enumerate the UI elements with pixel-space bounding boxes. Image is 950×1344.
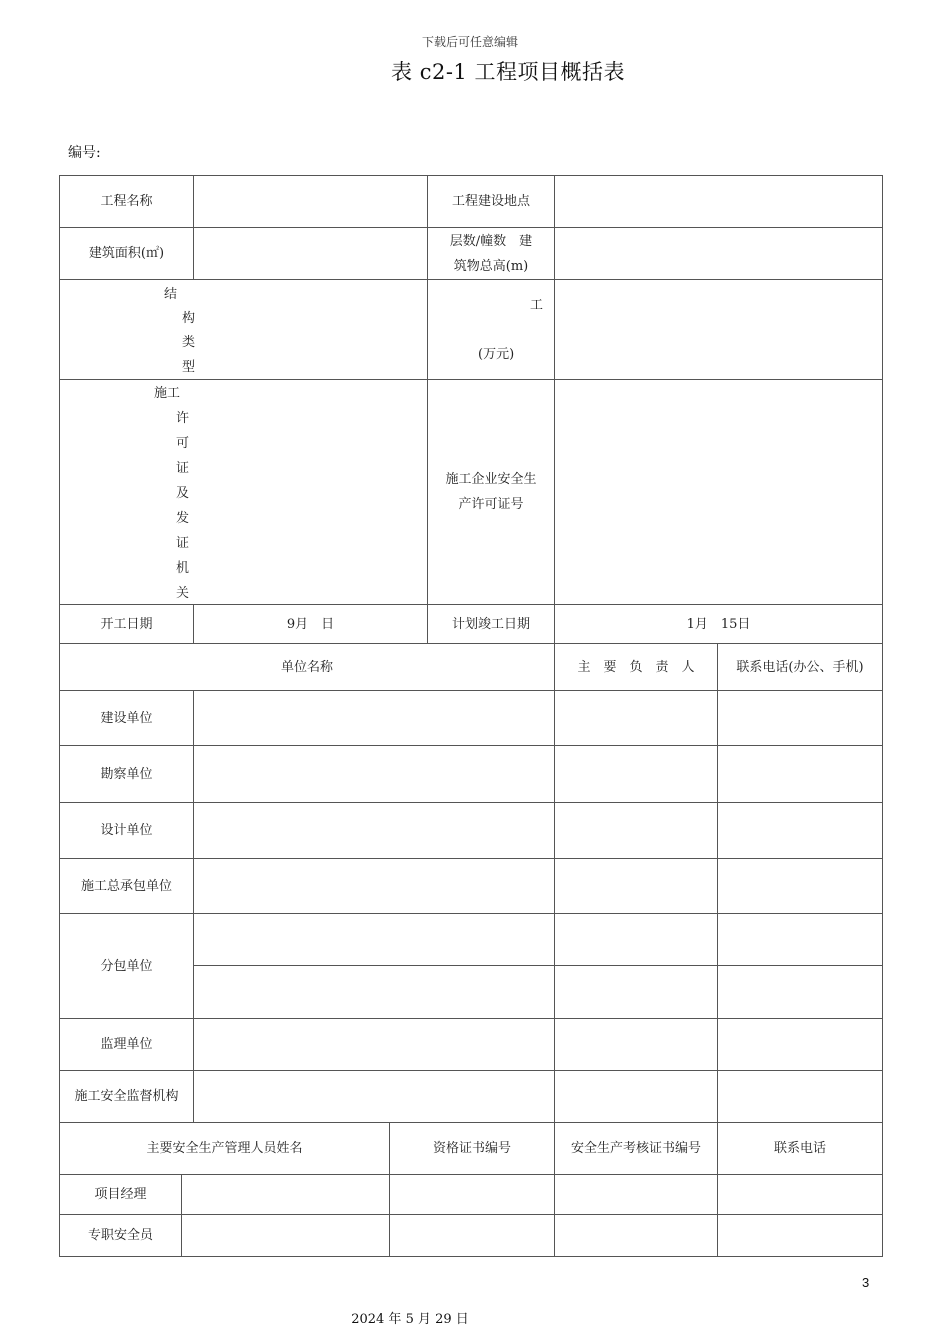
- safety-license-field[interactable]: [554, 379, 883, 605]
- structure-char-3: 类: [182, 335, 196, 350]
- unit-row-label: 施工安全监督机构: [59, 1070, 194, 1123]
- permit-char-1: 施工: [154, 386, 181, 401]
- unit-row-label: 设计单位: [59, 802, 194, 859]
- structure-char-2: 构: [182, 311, 196, 326]
- unit-phone-field[interactable]: [717, 745, 883, 803]
- unit-phone-field[interactable]: [717, 858, 883, 914]
- permit-char-7: 证: [176, 536, 190, 551]
- floors-label-line1: 层数/幢数 建: [449, 234, 533, 249]
- end-date-field[interactable]: 1月 15日: [554, 604, 883, 644]
- unit-name-field[interactable]: [193, 1070, 555, 1123]
- unit-person-field[interactable]: [554, 1018, 718, 1071]
- staff-exam-field[interactable]: [554, 1214, 718, 1257]
- unit-phone-field[interactable]: [717, 690, 883, 746]
- staff-cert-field[interactable]: [389, 1214, 555, 1257]
- end-date-label: 计划竣工日期: [427, 604, 555, 644]
- structure-type-cell[interactable]: [59, 279, 428, 380]
- unit-person-field[interactable]: [554, 913, 718, 966]
- unit-row-label: 施工总承包单位: [59, 858, 194, 914]
- permit-char-9: 关: [176, 586, 190, 601]
- cost-label-char: 工: [530, 298, 544, 313]
- floors-height-field[interactable]: [554, 227, 883, 280]
- permit-char-4: 证: [176, 461, 190, 476]
- doc-number-label: 编号:: [68, 145, 101, 161]
- unit-name-field[interactable]: [193, 965, 555, 1019]
- staff-col-cert: 资格证书编号: [389, 1122, 555, 1175]
- project-name-label: 工程名称: [59, 175, 194, 228]
- unit-phone-field[interactable]: [717, 1018, 883, 1071]
- cost-label: [427, 279, 555, 380]
- permit-char-8: 机: [176, 561, 190, 576]
- unit-person-field[interactable]: [554, 690, 718, 746]
- staff-row-label: 专职安全员: [59, 1214, 182, 1257]
- project-name-field[interactable]: [193, 175, 428, 228]
- site-field[interactable]: [554, 175, 883, 228]
- staff-name-field[interactable]: [181, 1214, 390, 1257]
- unit-row-label: 勘察单位: [59, 745, 194, 803]
- unit-phone-field[interactable]: [717, 913, 883, 966]
- unit-phone-field[interactable]: [717, 802, 883, 859]
- unit-name-field[interactable]: [193, 690, 555, 746]
- unit-person-field[interactable]: [554, 858, 718, 914]
- staff-row-label: 项目经理: [59, 1174, 182, 1215]
- unit-person-field[interactable]: [554, 802, 718, 859]
- page-number: 3: [862, 1275, 870, 1290]
- page-title: 表 c2-1 工程项目概括表: [391, 60, 625, 84]
- safety-license-label: [427, 379, 555, 605]
- unit-name-field[interactable]: [193, 802, 555, 859]
- unit-person-field[interactable]: [554, 965, 718, 1019]
- staff-name-field[interactable]: [181, 1174, 390, 1215]
- staff-col-exam: 安全生产考核证书编号: [554, 1122, 718, 1175]
- permit-char-5: 及: [176, 486, 190, 501]
- safety-license-line1: 施工企业安全生: [445, 472, 537, 487]
- staff-phone-field[interactable]: [717, 1174, 883, 1215]
- unit-row-label: 分包单位: [59, 913, 194, 1019]
- area-field[interactable]: [193, 227, 428, 280]
- unit-row-label: 监理单位: [59, 1018, 194, 1071]
- floors-label-line2: 筑物总高(m): [453, 259, 529, 274]
- units-col-name: 单位名称: [59, 643, 555, 691]
- safety-license-line2: 产许可证号: [458, 497, 524, 512]
- unit-person-field[interactable]: [554, 1070, 718, 1123]
- floors-height-label: [427, 227, 555, 280]
- structure-char-1: 结: [164, 287, 178, 302]
- top-note: 下载后可任意编辑: [421, 35, 518, 49]
- cost-field[interactable]: [554, 279, 883, 380]
- staff-phone-field[interactable]: [717, 1214, 883, 1257]
- units-col-person: 主 要 负 责 人: [554, 643, 718, 691]
- permit-char-3: 可: [176, 436, 190, 451]
- permit-cell[interactable]: [59, 379, 428, 605]
- unit-row-label: 建设单位: [59, 690, 194, 746]
- unit-name-field[interactable]: [193, 745, 555, 803]
- start-date-label: 开工日期: [59, 604, 194, 644]
- structure-char-4: 型: [182, 360, 196, 375]
- unit-phone-field[interactable]: [717, 1070, 883, 1123]
- units-col-phone: 联系电话(办公、手机): [717, 643, 883, 691]
- footer-date: 2024 年 5 月 29 日: [351, 1312, 469, 1327]
- unit-name-field[interactable]: [193, 913, 555, 966]
- staff-col-name: 主要安全生产管理人员姓名: [59, 1122, 390, 1175]
- staff-cert-field[interactable]: [389, 1174, 555, 1215]
- unit-person-field[interactable]: [554, 745, 718, 803]
- unit-name-field[interactable]: [193, 1018, 555, 1071]
- permit-char-6: 发: [176, 511, 190, 526]
- unit-phone-field[interactable]: [717, 965, 883, 1019]
- permit-char-2: 许: [176, 411, 190, 426]
- unit-name-field[interactable]: [193, 858, 555, 914]
- area-label: 建筑面积(㎡): [59, 227, 194, 280]
- site-label: 工程建设地点: [427, 175, 555, 228]
- staff-exam-field[interactable]: [554, 1174, 718, 1215]
- staff-col-phone: 联系电话: [717, 1122, 883, 1175]
- start-date-field[interactable]: 9月 日: [193, 604, 428, 644]
- cost-unit: (万元): [478, 347, 515, 362]
